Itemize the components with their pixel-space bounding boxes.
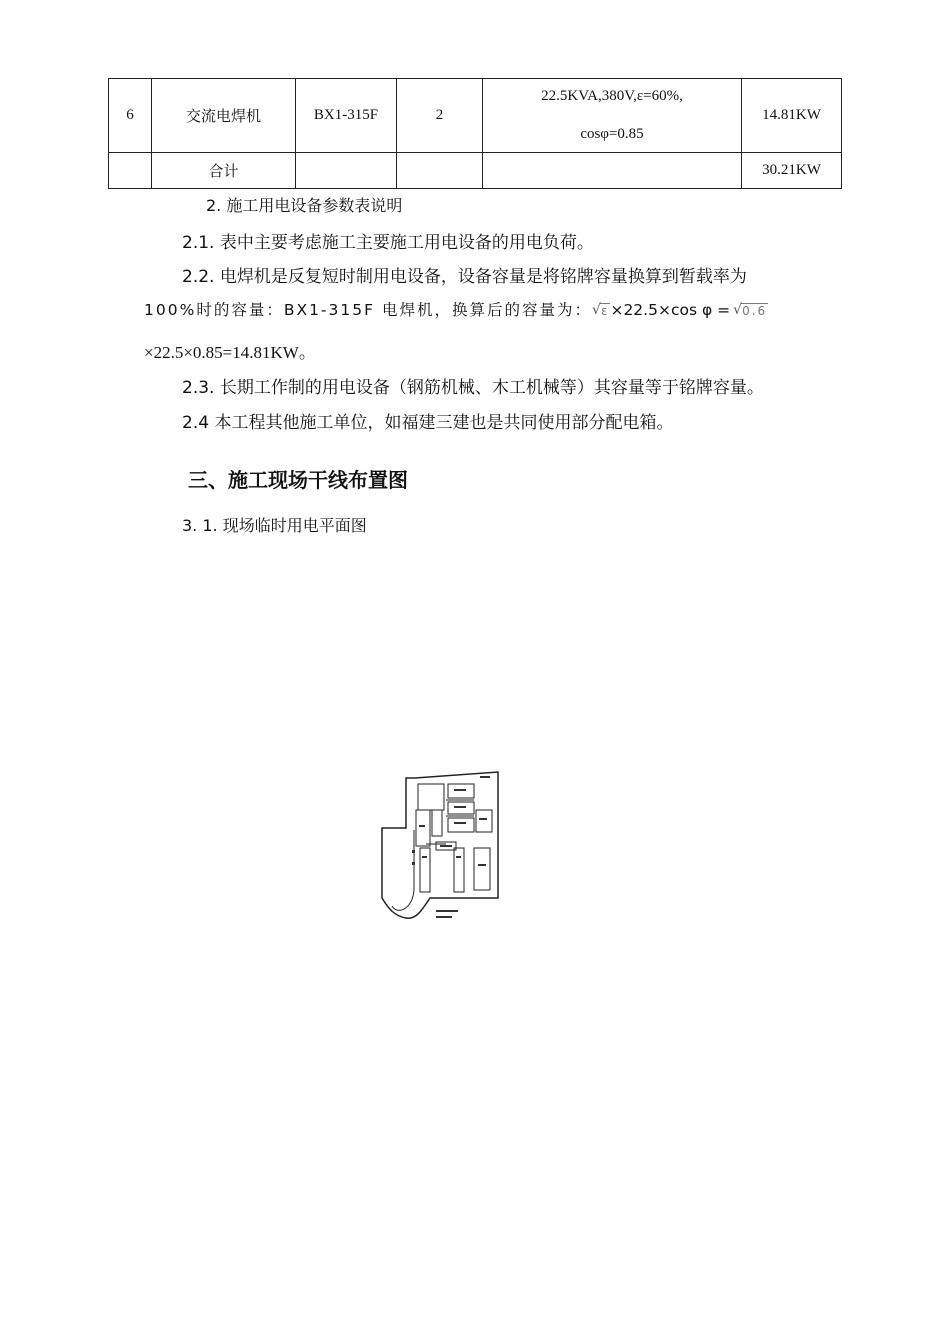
row1-index: 6 bbox=[126, 106, 134, 123]
row1-model: BX1-315F bbox=[313, 106, 379, 123]
row1-name: 交流电焊机 bbox=[185, 106, 261, 125]
paragraph-2-2-line2 bbox=[144, 298, 768, 320]
row1-params-line2: cosφ=0.85 bbox=[580, 126, 644, 142]
total-power: 30.21KW bbox=[762, 162, 821, 178]
site-plan-drawing bbox=[376, 770, 508, 928]
row1-params-line1: 22.5KVA,380V,ε=60%, bbox=[541, 88, 683, 104]
paragraph-2-2-line1: 2.2. 电焊机是反复短时制用电设备，设备容量是将铭牌容量换算到暂载率为 bbox=[182, 267, 747, 287]
sqrt-value: √ 0.6 bbox=[733, 304, 768, 318]
section3-subheading: 3. 1. 现场临时用电平面图 bbox=[182, 516, 367, 535]
paragraph-2-1: 2.1. 表中主要考虑施工主要施工用电设备的用电负荷。 bbox=[182, 233, 594, 253]
paragraph-2-4: 2.4 本工程其他施工单位，如福建三建也是共同使用部分配电箱。 bbox=[182, 413, 674, 433]
section2-title: 2. 施工用电设备参数表说明 bbox=[206, 196, 403, 215]
formula-mid: ×22.5×cos φ = bbox=[610, 301, 731, 319]
row1-params bbox=[483, 78, 741, 152]
total-label: 合计 bbox=[208, 162, 239, 180]
equipment-table bbox=[108, 78, 842, 189]
paragraph-2-2-line3: ×22.5×0.85=14.81KW。 bbox=[144, 343, 316, 362]
paragraph-2-3: 2.3. 长期工作制的用电设备（钢筋机械、木工机械等）其容量等于铭牌容量。 bbox=[182, 378, 764, 398]
row1-qty: 2 bbox=[435, 106, 444, 123]
row1-power: 14.81KW bbox=[762, 106, 821, 123]
formula-prefix: 100%时的容量：BX1-315F 电焊机，换算后的容量为： bbox=[144, 301, 592, 319]
sqrt-epsilon: √ ε bbox=[592, 304, 611, 318]
section3-heading: 三、施工现场干线布置图 bbox=[188, 468, 408, 492]
